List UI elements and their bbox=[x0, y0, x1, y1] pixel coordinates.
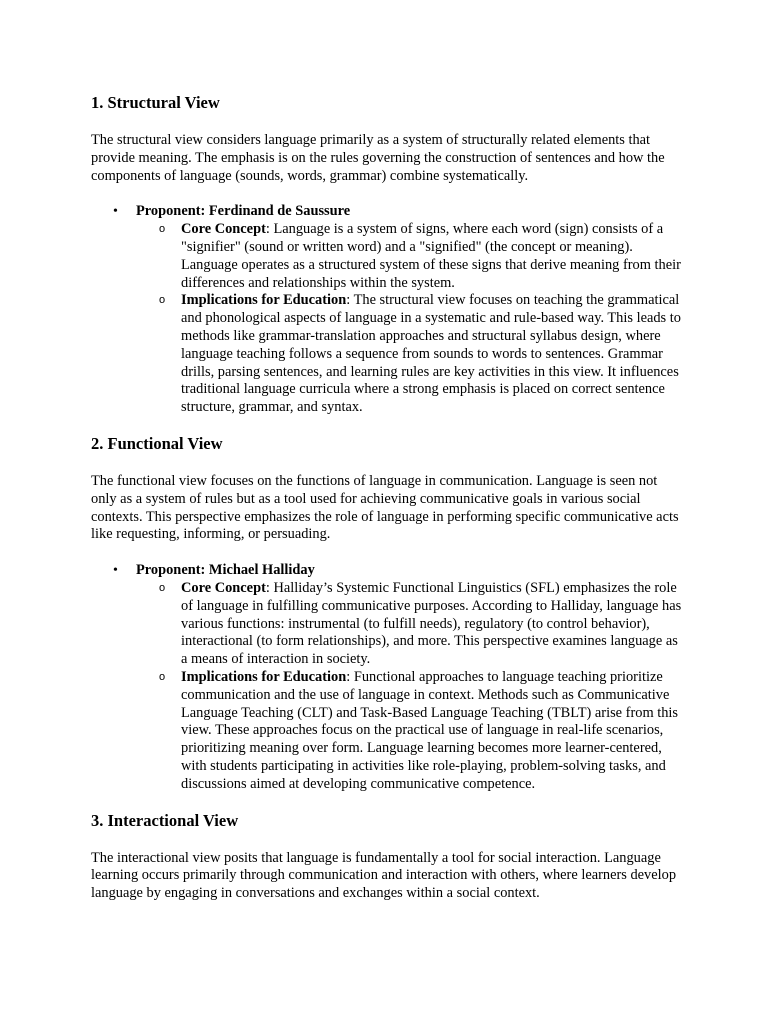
sub-item-core-concept bbox=[136, 580, 683, 669]
section-structural-view bbox=[91, 92, 683, 417]
section-heading: 3. Interactional View bbox=[91, 810, 239, 830]
document-page bbox=[91, 92, 683, 903]
proponent-label: Proponent: Ferdinand de Saussure bbox=[136, 203, 351, 220]
bullet-list bbox=[91, 203, 683, 417]
sub-list bbox=[136, 580, 683, 794]
section-heading: 2. Functional View bbox=[91, 433, 223, 453]
term-label: Core Concept bbox=[181, 221, 266, 238]
term-text: : Language is a system of signs, where each word (sign) consists of a "signifier" (sound or written word) and a "signified" (the concept or meaning). Language operates as a structured system of these signs that derive meaning from their differences and relationships within the system. bbox=[181, 221, 681, 291]
bullet-item-proponent bbox=[91, 203, 683, 417]
section-interactional-view bbox=[91, 810, 683, 903]
term-label: Implications for Education bbox=[181, 292, 347, 309]
sub-bullet-marker: o bbox=[159, 581, 166, 594]
sub-item-implications bbox=[136, 669, 683, 794]
bullet-marker: • bbox=[113, 204, 118, 220]
sub-bullet-marker: o bbox=[159, 670, 166, 683]
section-functional-view bbox=[91, 433, 683, 794]
sub-item-core-concept bbox=[136, 221, 683, 292]
bullet-marker: • bbox=[113, 563, 118, 579]
term-label: Core Concept bbox=[181, 579, 266, 596]
sub-bullet-marker: o bbox=[159, 223, 166, 236]
sub-item-implications bbox=[136, 292, 683, 417]
proponent-label: Proponent: Michael Halliday bbox=[136, 562, 315, 579]
section-paragraph: The interactional view posits that language is fundamentally a tool for social interaction. Language learning occurs primarily through communication and interaction with others, where learners develop language by engaging in conversations and exchanges within a social context. bbox=[91, 849, 677, 902]
section-paragraph: The structural view considers language primarily as a system of structurally related elements that provide meaning. The emphasis is on the rules governing the construction of sentences and how the components of language (sounds, words, grammar) combine systematically. bbox=[91, 132, 665, 184]
section-paragraph: The functional view focuses on the functions of language in communication. Language is seen not only as a system of rules but as a tool used for achieving communicative goals in various social contexts. This perspective emphasizes the role of language in performing specific communicative acts like requesting, informing, or persuading. bbox=[91, 472, 679, 543]
term-text: : Functional approaches to language teaching prioritize communication and the use of language in context. Methods such as Communicative Language Teaching (CLT) and Task-Based Language Teaching (TBLT) arise from this view. These approaches focus on the practical use of language in real-life scenarios, prioritizing meaning over form. Language learning becomes more learner-centered, with students participating in activities like role-playing, problem-solving tasks, and discussions aimed at developing communicative competence. bbox=[181, 668, 679, 792]
term-text: : Halliday’s Systemic Functional Linguistics (SFL) emphasizes the role of language in fulfilling communicative purposes. According to Halliday, language has various functions: instrumental (to fulfill needs), regulatory (to control behavior), interactional (to form relationships), and more. This perspective examines language as a means of interaction in society. bbox=[181, 579, 682, 668]
term-text: : The structural view focuses on teaching the grammatical and phonological aspects of language in a systematic and rule-based way. This leads to methods like grammar-translation approaches and structural syllabus design, where language teaching follows a sequence from sounds to words to sentences. Grammar drills, parsing sentences, and learning rules are key activities in this view. It influences traditional language curricula where a strong emphasis is placed on correct sentence structure, grammar, and syntax. bbox=[181, 292, 681, 416]
sub-bullet-marker: o bbox=[159, 294, 166, 307]
bullet-list bbox=[91, 562, 683, 793]
term-label: Implications for Education bbox=[181, 668, 347, 685]
section-heading: 1. Structural View bbox=[91, 93, 220, 112]
sub-list bbox=[136, 221, 683, 417]
bullet-item-proponent bbox=[91, 562, 683, 793]
